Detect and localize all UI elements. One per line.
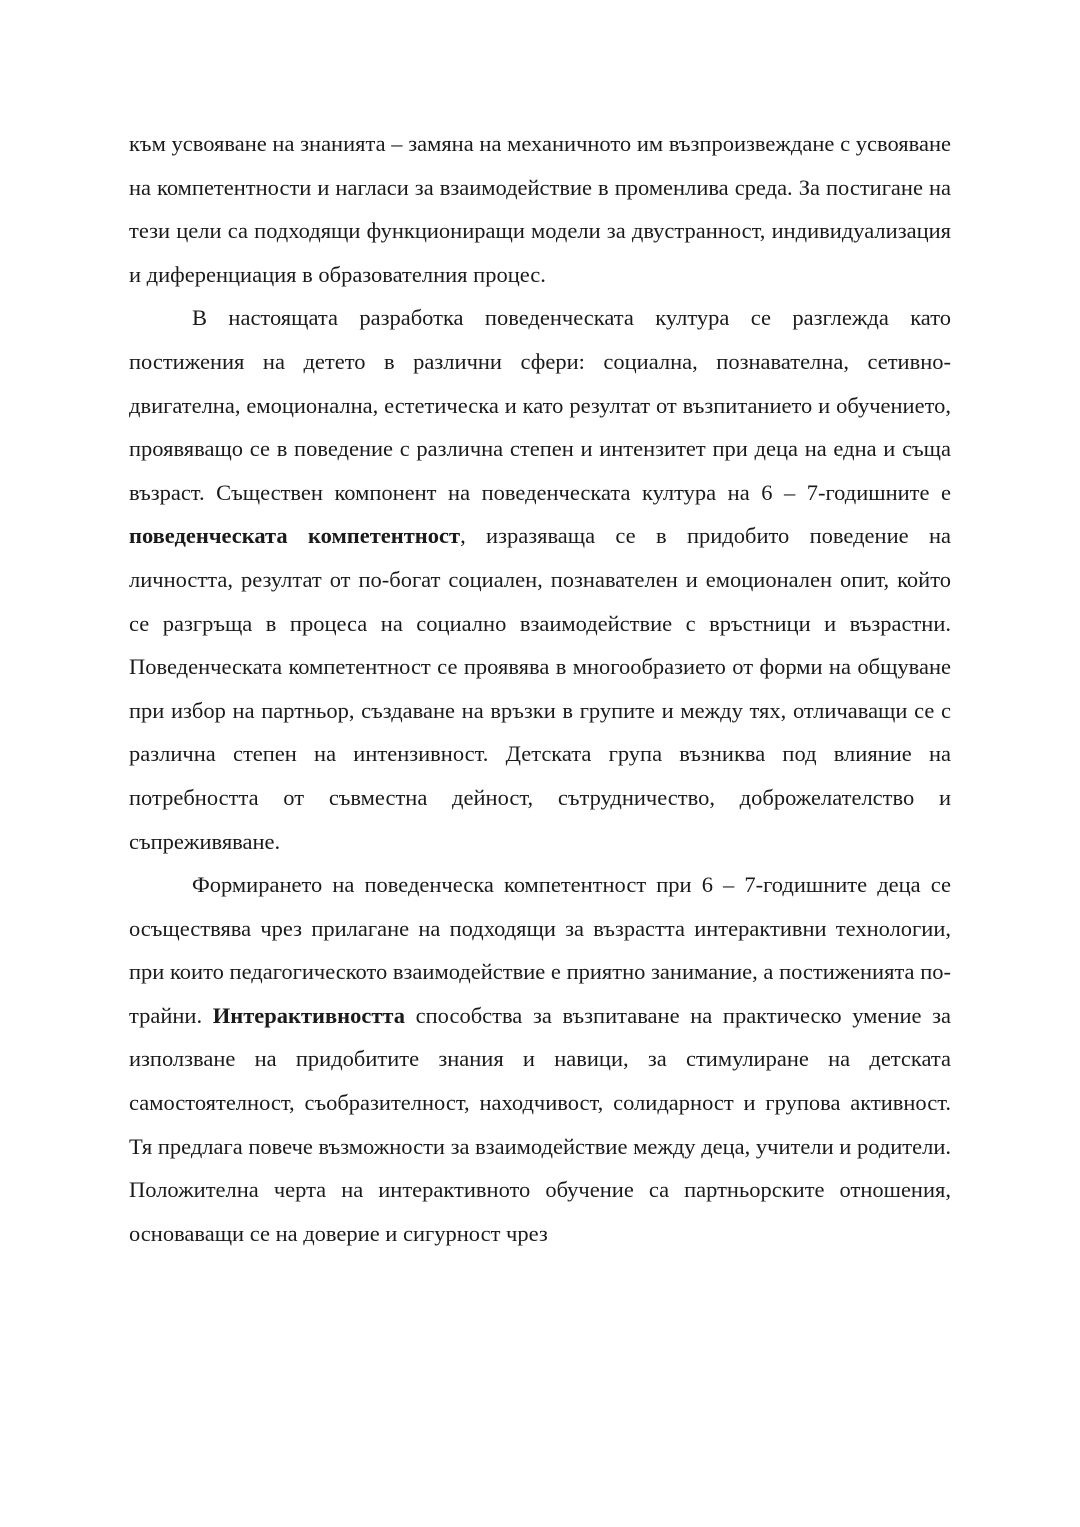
bold-term-interactivity: Интерактивността	[212, 1002, 405, 1028]
paragraph-2-text-a: В настоящата разработка поведенческата култура се разглежда като постижения на детето в различни сфери: социална, познавателна, сетивно-двигателна, емоционална, естетическа и като резултат от възпитанието и обучението, проявяващо се в поведение с различна степен и интензитет при деца на една и съща възраст. Съществен компонент на поведенческата култура на 6 – 7-годишните е	[129, 305, 951, 505]
paragraph-2	[129, 296, 951, 863]
bold-term-behavioral-competence: поведенческата компетентност	[129, 523, 461, 549]
paragraph-3-text-b: способства за възпитаване на практическо умение за използване на придобитите знания и навици, за стимулиране на детската самостоятелност, съобразителност, находчивост, солидарност и групова активност. Тя предлага повече възможности за взаимодействие между деца, учители и родители. Положителна черта на интерактивното обучение са партньорските отношения, основаващи се на доверие и сигурност чрез	[129, 1002, 951, 1246]
paragraph-3-text-a: Формирането на поведенческа компетентност при 6 – 7-годишните деца се осъществява чрез прилагане на подходящи за възрастта интерактивни технологии, при които педагогическото взаимодействие е приятно занимание, а постиженията по-трайни.	[129, 872, 951, 1028]
paragraph-1	[129, 122, 951, 296]
paragraph-3	[129, 863, 951, 1255]
paragraph-1-text: към усвояване на знанията – замяна на механичното им възпроизвеждане с усвояване на компетентности и нагласи за взаимодействие в променлива среда. За постигане на тези цели са подходящи функциониращи модели за двустранност, индивидуализация и диференциация в образователния процес.	[129, 131, 951, 287]
document-body	[129, 122, 951, 1255]
paragraph-2-text-b: , изразяваща се в придобито поведение на личността, резултат от по-богат социален, познавателен и емоционален опит, който се разгръща в процеса на социално взаимодействие с връстници и възрастни. Поведенческата компетентност се проявява в многообразието от форми на общуване при избор на партньор, създаване на връзки в групите и между тях, отличаващи се с различна степен на интензивност. Детската група възниква под влияние на потребността от съвместна дейност, сътрудничество, доброжелателство и съпреживяване.	[129, 523, 951, 854]
